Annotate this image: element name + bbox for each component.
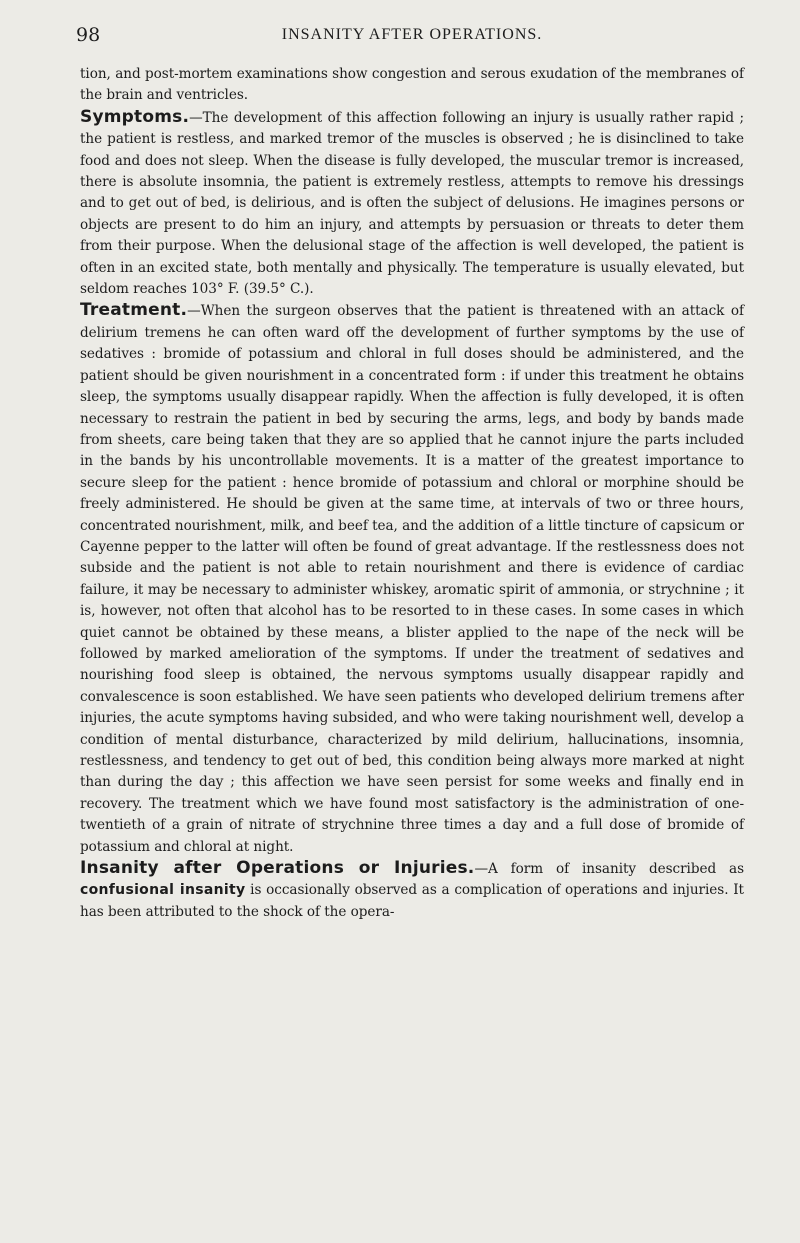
paragraph-continuation [80,64,744,107]
paragraph-text: —A form of insanity described as [474,861,745,878]
paragraph-text: —The development of this affection following an injury is usually rather rapid ; the patient is restless, and marked tremor of the muscles is observed ; he is disinclined to take food and does not sleep. When the disease is fully developed, the muscular tremor is increased, there is absolute insomnia, the patient is extremely restless, attempts to remove his dressings and to get out of bed, is delirious, and is often the subject of delusions. He imagines persons or objects are present to do him an injury, and attempts by persuasion or threats to deter them from their purpose. When the delusional stage of the affection is well developed, the patient is often in an excited state, both mentally and physically. The temperature is usually elevated, but seldom reaches 103° F. (39.5° C.). [80,109,744,298]
paragraph-insanity [80,858,744,923]
paragraph-treatment [80,300,744,858]
section-heading-symptoms: Symptoms. [80,106,190,127]
running-header [76,22,744,52]
paragraph-symptoms [80,107,744,301]
running-title: INSANITY AFTER OPERATIONS. [281,26,543,43]
paragraph-text: —When the surgeon observes that the patient is threatened with an attack of delirium tremens he can often ward off the development of further symptoms by the use of sedatives : bromide of potassium and chloral in full doses should be administered, and the patient should be given nourishment in a concentrated form : if under this treatment he obtains sleep, the symptoms usually disappear rapidly. When the affection is fully developed, it is often necessary to restrain the patient in bed by securing the arms, legs, and body by bands made from sheets, care being taken that they are so applied that he cannot injure the parts included in the bands by his uncontrollable movements. It is a matter of the greatest importance to secure sleep for the patient : hence bromide of potassium and chloral or morphine should be freely administered. He should be given at the same time, at intervals of two or three hours, concentrated nourishment, milk, and beef tea, and the addition of a little tincture of capsicum or Cayenne pepper to the latter will often be found of great advantage. If the restlessness does not subside and the patient is not able to retain nourishment and there is evidence of cardiac failure, it may be necessary to administer whiskey, aromatic spirit of ammonia, or strychnine ; it is, however, not often that alcohol has to be resorted to in these cases. In some cases in which quiet cannot be obtained by these means, a blister applied to the nape of the neck will be followed by marked amelioration of the symptoms. If under the treatment of sedatives and nourishing food sleep is obtained, the nervous symptoms usually disappear rapidly and convalescence is soon established. We have seen patients who developed delirium tremens after injuries, the acute symptoms having subsided, and who were taking nourishment well, develop a condition of mental disturbance, characterized by mild delirium, hallucinations, insomnia, restlessness, and tendency to get out of bed, this condition being always more marked at night than during the day ; this affection we have seen persist for some weeks and finally end in recovery. The treatment which we have found most satisfactory is the administration of one-twentieth of a grain of nitrate of strychnine three times a day and a full dose of bromide of potassium and chloral at night. [80,303,744,855]
page-number: 98 [76,24,101,46]
paragraph-text: tion, and post-mortem examinations show congestion and serous exudation of the membranes of the brain and ventricles. [80,66,744,104]
paragraph-text: is occasionally observed as a complication of operations and injuries. It has been attributed to the shock of the opera- [80,882,744,920]
emphasized-term: confusional insanity [80,882,246,899]
section-heading-insanity: Insanity after Operations or Injuries. [80,858,475,879]
section-heading-treatment: Treatment. [80,300,188,321]
body-text [80,64,744,923]
